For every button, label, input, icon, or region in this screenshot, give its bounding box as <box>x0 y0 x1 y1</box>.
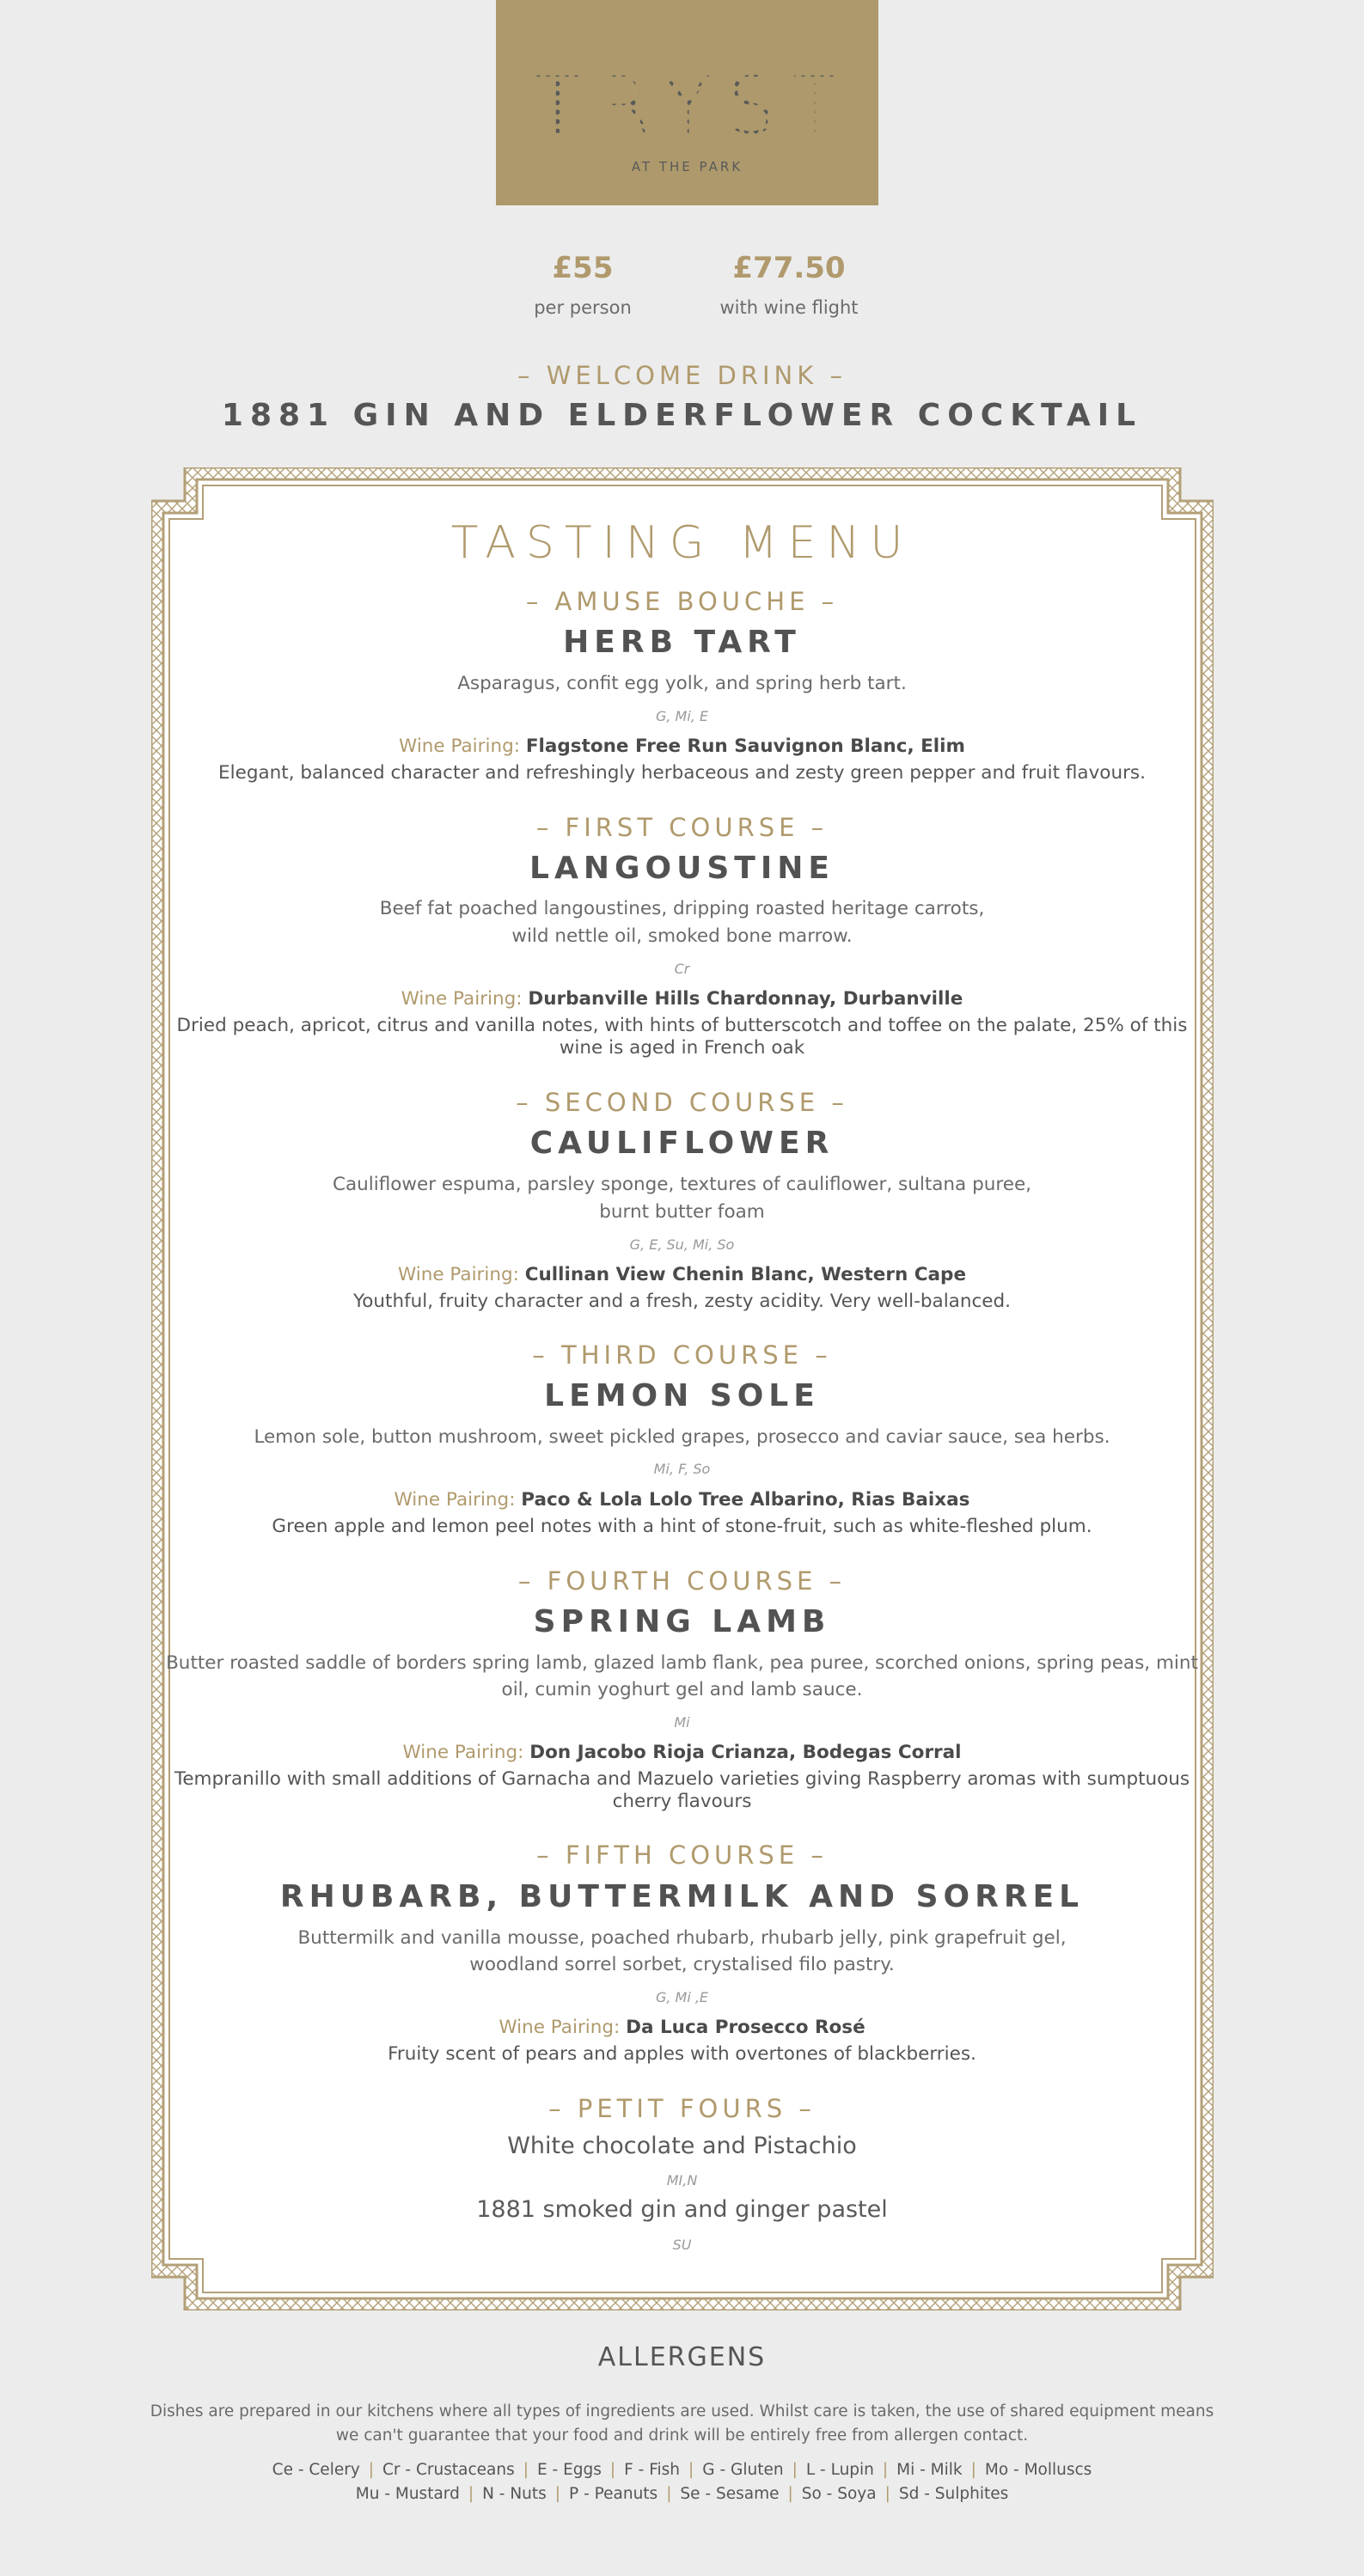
allergens-key-row <box>0 2485 1364 2503</box>
dish-description: oil, cumin yoghurt gel and lamb sauce. <box>501 1679 863 1700</box>
dish-allergens: G, E, Su, Mi, So <box>629 1236 735 1253</box>
wine-name: Flagstone Free Run Sauvignon Blanc, Elim <box>525 736 965 757</box>
price-amount: £55 <box>552 251 614 285</box>
allergen-key-item: Mi - Milk <box>896 2461 963 2479</box>
course-label: – THIRD COURSE – <box>532 1340 832 1370</box>
course-label: – AMUSE BOUCHE – <box>525 587 839 616</box>
dish-description: Lemon sole, button mushroom, sweet pickled grapes, prosecco and caviar sauce, sea herbs. <box>254 1426 1110 1448</box>
dish-description: Asparagus, confit egg yolk, and spring herb tart. <box>457 673 907 694</box>
wine-pairing-label: Wine Pairing: <box>401 988 529 1010</box>
separator: | <box>970 2461 976 2479</box>
wine-name: Don Jacobo Rioja Crianza, Bodegas Corral <box>529 1742 962 1763</box>
petit-four-item: White chocolate and Pistachio <box>507 2133 857 2159</box>
dish-description: wild nettle oil, smoked bone marrow. <box>511 925 853 947</box>
dish-name: SPRING LAMB <box>533 1604 831 1639</box>
wine-notes: Elegant, balanced character and refreshingly herbaceous and zesty green pepper and fruit flavours. <box>218 762 1146 784</box>
course-label: – FIFTH COURSE – <box>536 1840 828 1870</box>
wine-notes: Fruity scent of pears and apples with overtones of blackberries. <box>388 2043 976 2065</box>
dish-name: LANGOUSTINE <box>529 851 835 886</box>
dish-description: Beef fat poached langoustines, dripping roasted heritage carrots, <box>379 898 985 919</box>
dish-allergens: G, Mi, E <box>655 708 709 724</box>
wine-name: Paco & Lola Lolo Tree Albarino, Rias Baixas <box>521 1489 970 1511</box>
separator: | <box>882 2461 889 2479</box>
wine-notes: Green apple and lemon peel notes with a hint of stone-fruit, such as white-fleshed plum. <box>272 1516 1092 1537</box>
welcome-drink-name: 1881 GIN AND ELDERFLOWER COCKTAIL <box>221 398 1143 433</box>
dish-description: burnt butter foam <box>599 1201 765 1223</box>
wine-notes: wine is aged in French oak <box>559 1037 805 1059</box>
logo-wordmark: TRYST <box>533 60 857 152</box>
separator: | <box>666 2485 672 2503</box>
allergens-note-line: we can't guarantee that your food and drink will be entirely free from allergen contact. <box>335 2426 1029 2445</box>
menu-title: TASTING MENU <box>450 517 914 569</box>
welcome-drink-label: – WELCOME DRINK – <box>517 361 847 390</box>
wine-notes: Dried peach, apricot, citrus and vanilla notes, with hints of butterscotch and toffee on the palate, 25% of this <box>176 1015 1188 1036</box>
allergen-key-item: Mo - Molluscs <box>984 2461 1092 2479</box>
allergen-key-item: L - Lupin <box>805 2461 874 2479</box>
dish-name: HERB TART <box>563 625 801 660</box>
allergen-key-item: F - Fish <box>624 2461 681 2479</box>
wine-name: Da Luca Prosecco Rosé <box>626 2017 865 2038</box>
allergen-key-item: Mu - Mustard <box>355 2485 460 2503</box>
wine-pairing-label: Wine Pairing: <box>399 736 526 757</box>
dish-allergens: Mi <box>674 1714 690 1731</box>
petit-four-allergens: MI,N <box>666 2172 698 2188</box>
wine-pairing <box>0 1489 1364 1511</box>
wine-notes: Tempranillo with small additions of Garnacha and Mazuelo varieties giving Raspberry aromas with sumptuous <box>174 1768 1190 1790</box>
price-wine-flight <box>686 251 892 318</box>
separator: | <box>523 2461 529 2479</box>
dish-description: Cauliflower espuma, parsley sponge, textures of cauliflower, sultana puree, <box>332 1174 1032 1195</box>
separator: | <box>787 2485 793 2503</box>
dish-allergens: Mi, F, So <box>653 1461 711 1477</box>
petit-four-item: 1881 smoked gin and ginger pastel <box>476 2196 888 2223</box>
logo <box>496 0 878 205</box>
allergen-key-item: Cr - Crustaceans <box>382 2461 515 2479</box>
price-label: per person <box>534 297 632 318</box>
price-label: with wine flight <box>719 297 859 318</box>
dish-name: LEMON SOLE <box>544 1378 820 1413</box>
course-label: – PETIT FOURS – <box>548 2094 816 2123</box>
separator: | <box>884 2485 890 2503</box>
allergen-key-item: N - Nuts <box>482 2485 547 2503</box>
separator: | <box>468 2485 474 2503</box>
price-amount: £77.50 <box>732 251 846 285</box>
wine-pairing-label: Wine Pairing: <box>499 2017 627 2038</box>
wine-pairing <box>0 1742 1364 1763</box>
separator: | <box>609 2461 616 2479</box>
dish-description: Buttermilk and vanilla mousse, poached rhubarb, rhubarb jelly, pink grapefruit gel, <box>297 1927 1067 1949</box>
logo-subtitle: AT THE PARK <box>631 159 743 174</box>
allergen-key-item: E - Eggs <box>536 2461 602 2479</box>
allergens-note-line: Dishes are prepared in our kitchens where all types of ingredients are used. Whilst care is taken, the use of shared equipment means <box>150 2402 1214 2420</box>
wine-pairing-label: Wine Pairing: <box>397 1264 525 1285</box>
allergen-key-item: P - Peanuts <box>569 2485 658 2503</box>
dish-description: woodland sorrel sorbet, crystalised filo pastry. <box>469 1954 895 1975</box>
wine-pairing <box>0 2017 1364 2038</box>
wine-name: Cullinan View Chenin Blanc, Western Cape <box>524 1264 967 1285</box>
separator: | <box>554 2485 561 2503</box>
wine-notes: cherry flavours <box>612 1791 752 1812</box>
separator: | <box>688 2461 694 2479</box>
dish-name: RHUBARB, BUTTERMILK AND SORREL <box>279 1879 1085 1914</box>
dish-allergens: G, Mi ,E <box>655 1989 709 2005</box>
dish-allergens: Cr <box>674 961 690 977</box>
wine-pairing <box>0 1264 1364 1285</box>
dish-name: CAULIFLOWER <box>529 1126 835 1161</box>
wine-notes: Youthful, fruity character and a fresh, zesty acidity. Very well-balanced. <box>352 1291 1012 1312</box>
allergen-key-item: G - Gluten <box>702 2461 784 2479</box>
course-label: – FIRST COURSE – <box>535 813 829 842</box>
petit-four-allergens: SU <box>672 2237 692 2253</box>
dish-description: Butter roasted saddle of borders spring lamb, glazed lamb flank, pea puree, scorched onions, spring peas, mint <box>166 1652 1198 1674</box>
separator: | <box>792 2461 798 2479</box>
price-per-person <box>480 251 686 318</box>
wine-name: Durbanville Hills Chardonnay, Durbanville <box>528 988 963 1010</box>
course-label: – FOURTH COURSE – <box>517 1566 847 1596</box>
allergen-key-item: Sd - Sulphites <box>898 2485 1009 2503</box>
allergens-title: ALLERGENS <box>597 2342 767 2372</box>
allergens-key-row <box>0 2461 1364 2479</box>
wine-pairing <box>0 736 1364 757</box>
wine-pairing <box>0 988 1364 1010</box>
allergens-note <box>0 2400 1364 2448</box>
wine-pairing-label: Wine Pairing: <box>394 1489 522 1511</box>
course-label: – SECOND COURSE – <box>516 1088 848 1117</box>
allergen-key-item: Ce - Celery <box>272 2461 360 2479</box>
allergen-key-item: So - Soya <box>801 2485 877 2503</box>
wine-pairing-label: Wine Pairing: <box>402 1742 530 1763</box>
separator: | <box>368 2461 375 2479</box>
allergen-key-item: Se - Sesame <box>680 2485 780 2503</box>
